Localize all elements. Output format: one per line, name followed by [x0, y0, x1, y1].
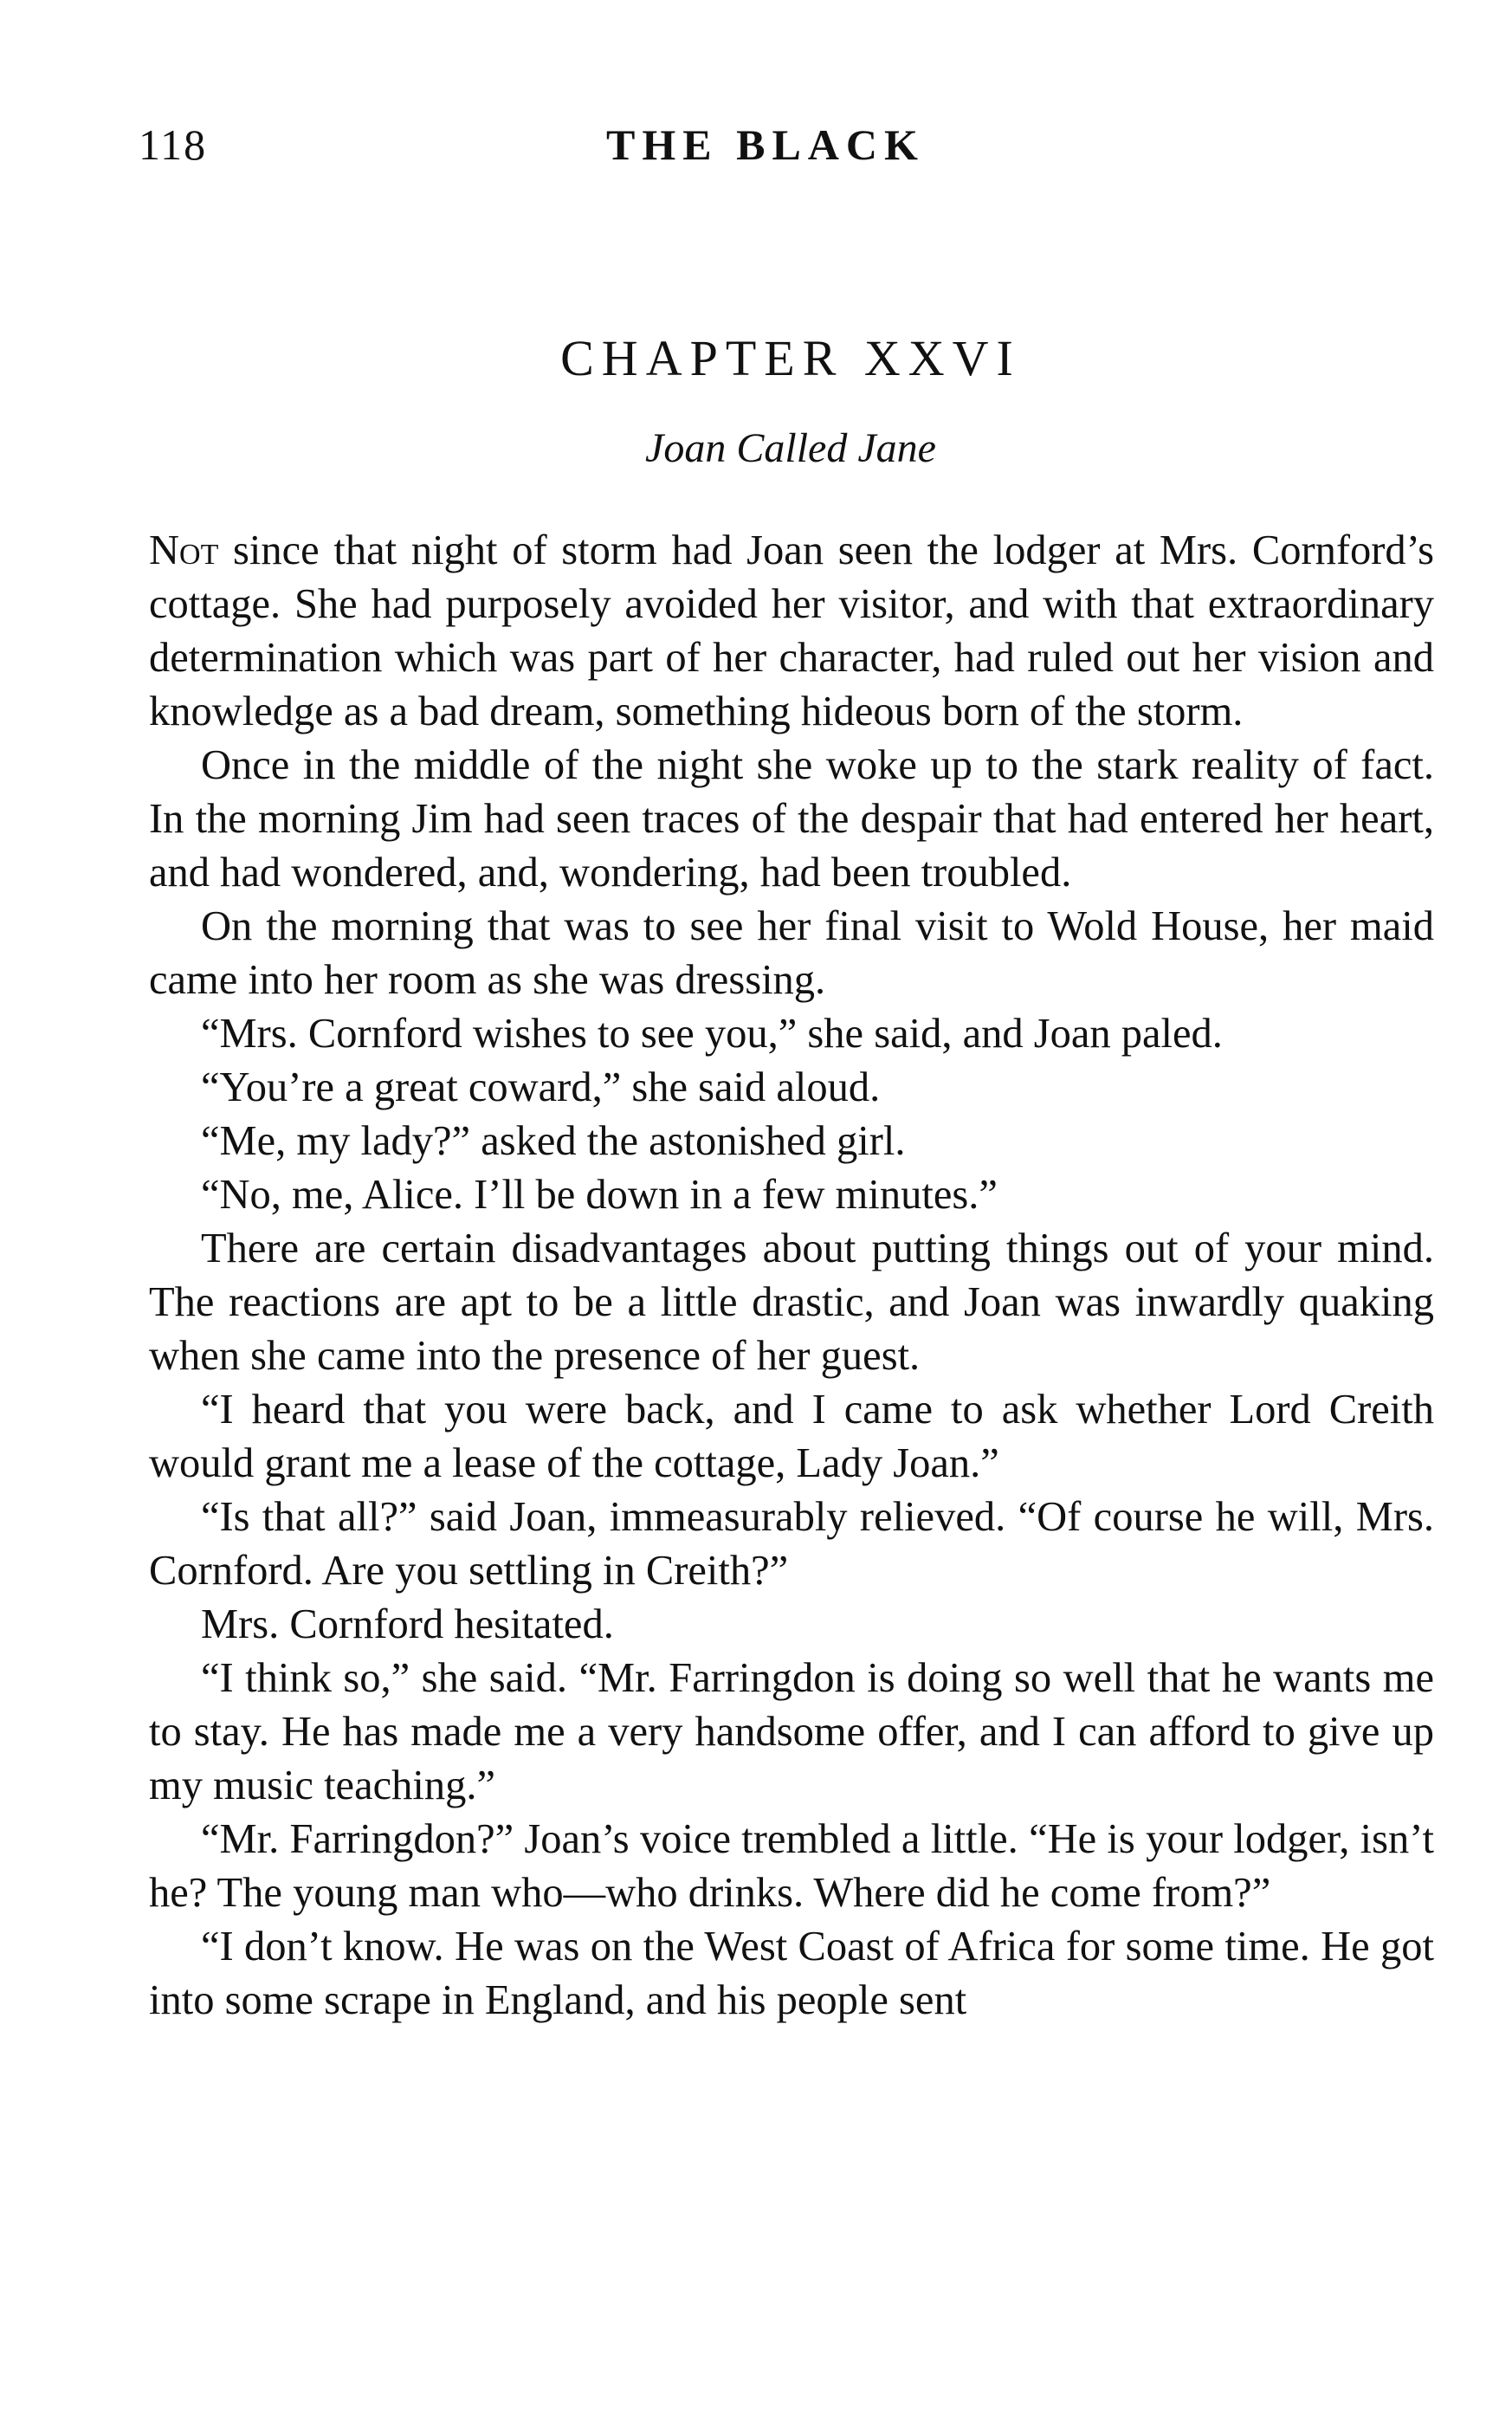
paragraph: Once in the middle of the night she woke up to the stark reality of fact. In the morning Jim had seen traces of the despair that had entered her heart, and had wondered, and, wondering, had been troubled. [149, 742, 1434, 896]
paragraph: “I think so,” she said. “Mr. Farringdon is doing so well that he wants me to stay. He has made me a very handsome offer, and I can afford to give up my music teaching.” [149, 1655, 1434, 1808]
chapter-subtitle: Joan Called Jane [645, 425, 936, 471]
body-text [149, 524, 1434, 2028]
paragraph: There are certain disadvantages about putting things out of your mind. The reactions are apt to be a little drastic, and Joan was inwardly quaking when she came into the presence of her guest. [149, 1226, 1434, 1379]
chapter-heading: CHAPTER XXVI [560, 330, 1021, 386]
paragraph: “Me, my lady?” asked the astonished girl. [201, 1118, 906, 1164]
paragraph: “Is that all?” said Joan, immeasurably relieved. “Of course he will, Mrs. Cornford. Are you settling in Creith?” [149, 1494, 1434, 1594]
paragraph: “Mrs. Cornford wishes to see you,” she said, and Joan paled. [201, 1011, 1223, 1057]
paragraph: “Mr. Farringdon?” Joan’s voice trembled a little. “He is your lodger, isn’t he? The young man who—who drinks. Where did he come from?” [149, 1816, 1434, 1916]
paragraph: “I heard that you were back, and I came to ask whether Lord Creith would grant me a lease of the cottage, Lady Joan.” [149, 1387, 1434, 1486]
page-number: 118 [139, 120, 208, 169]
paragraph: On the morning that was to see her final visit to Wold House, her maid came into her room as she was dressing. [149, 903, 1434, 1003]
running-title: THE BLACK [606, 120, 925, 169]
paragraph: “I don’t know. He was on the West Coast of Africa for some time. He got into some scrape in England, and his people sent [149, 1924, 1434, 2023]
paragraph: “You’re a great coward,” she said aloud. [201, 1064, 881, 1110]
paragraph: “No, me, Alice. I’ll be down in a few minutes.” [201, 1172, 998, 1218]
running-header [139, 120, 1438, 171]
paragraph: Mrs. Cornford hesitated. [201, 1601, 614, 1647]
paragraph-text: since that night of storm had Joan seen the lodger at Mrs. Cornford’s cottage. She had purposely avoided her visitor, and with that extraordinary determination which was part of her character, had ruled out her vision and knowledge as a bad dream, something hideous born of the storm. [149, 527, 1434, 734]
paragraph [149, 524, 1434, 739]
opening-word: Not [149, 527, 219, 573]
